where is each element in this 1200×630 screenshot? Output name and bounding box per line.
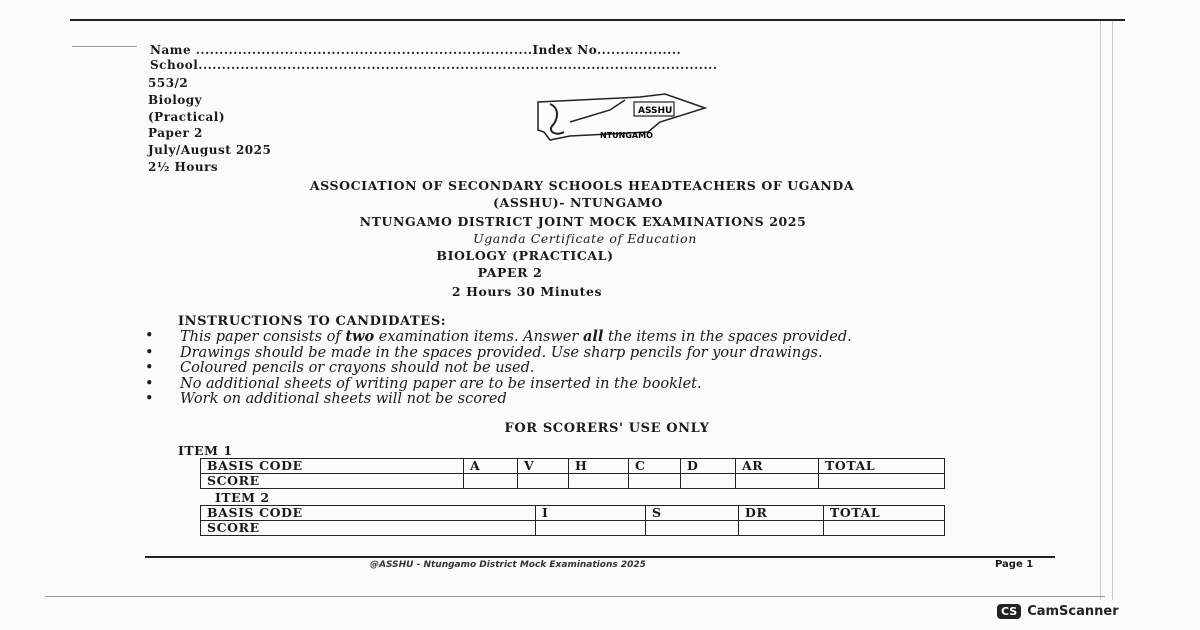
camscanner-text: CamScanner (1027, 604, 1119, 619)
paper-number: Paper 2 (148, 126, 203, 140)
branch-title: (ASSHU)- NTUNGAMO (493, 195, 663, 210)
table-row (201, 506, 945, 521)
code-cell: D (681, 459, 736, 474)
paper-date: July/August 2025 (148, 143, 272, 157)
score-cell[interactable] (536, 521, 646, 536)
scorers-heading: FOR SCORERS' USE ONLY (504, 421, 710, 436)
score-header: SCORE (201, 521, 536, 536)
paper-type: (Practical) (148, 110, 226, 124)
instructions-heading: INSTRUCTIONS TO CANDIDATES: (178, 314, 447, 329)
footer-text: @ASSHU - Ntungamo District Mock Examinations 2025 (370, 560, 646, 570)
certificate-title: Uganda Certificate of Education (473, 231, 697, 246)
instruction-item: • Work on additional sheets will not be scored (145, 392, 1045, 408)
camscanner-logo-icon: CS (997, 604, 1021, 619)
name-field: Name ........................................................................Index No.................. (150, 43, 682, 57)
top-rule (70, 19, 1125, 21)
svg-text:ASSHU: ASSHU (638, 106, 673, 116)
svg-text:NTUNGAMO: NTUNGAMO (600, 131, 653, 140)
paper-code: 553/2 (148, 76, 189, 90)
paper-duration: 2½ Hours (148, 160, 219, 174)
page-number: Page 1 (995, 559, 1034, 570)
code-cell: S (646, 506, 739, 521)
score-cell[interactable] (464, 474, 518, 489)
item2-score-table (200, 505, 945, 536)
instruction-item: • This paper consists of two examination items. Answer all the items in the spaces provided. (145, 329, 1045, 346)
score-cell[interactable] (739, 521, 824, 536)
score-cell[interactable] (646, 521, 739, 536)
basis-code-header: BASIS CODE (201, 506, 536, 521)
footer-rule (145, 556, 1055, 558)
scan-edge (1112, 20, 1113, 600)
duration-title: 2 Hours 30 Minutes (451, 284, 603, 299)
instruction-item: • Drawings should be made in the spaces provided. Use sharp pencils for your drawings. (145, 346, 1045, 362)
score-cell[interactable] (569, 474, 629, 489)
score-header: SCORE (201, 474, 464, 489)
instructions-list (145, 329, 1045, 408)
score-cell[interactable] (736, 474, 819, 489)
margin-mark (72, 46, 137, 47)
school-field: School............................................................................................................... (150, 58, 718, 72)
score-cell[interactable] (819, 474, 945, 489)
asshu-logo (530, 92, 710, 142)
basis-code-header: BASIS CODE (201, 459, 464, 474)
logo-map-icon (530, 92, 710, 142)
code-cell: C (629, 459, 681, 474)
code-cell: TOTAL (824, 506, 945, 521)
code-cell: H (569, 459, 629, 474)
table-row (201, 521, 945, 536)
score-cell[interactable] (518, 474, 569, 489)
code-cell: V (518, 459, 569, 474)
score-cell[interactable] (681, 474, 736, 489)
subject-title: BIOLOGY (PRACTICAL) (436, 248, 614, 263)
instruction-item: • No additional sheets of writing paper are to be inserted in the booklet. (145, 377, 1045, 393)
score-cell[interactable] (824, 521, 945, 536)
instruction-item: • Coloured pencils or crayons should not be used. (145, 361, 1045, 377)
paper-subject: Biology (148, 93, 203, 107)
bottom-rule (45, 596, 1105, 597)
score-cell[interactable] (629, 474, 681, 489)
table-row (201, 474, 945, 489)
code-cell: AR (736, 459, 819, 474)
table-row (201, 459, 945, 474)
code-cell: A (464, 459, 518, 474)
code-cell: DR (739, 506, 824, 521)
item1-label: ITEM 1 (178, 443, 233, 458)
code-cell: TOTAL (819, 459, 945, 474)
code-cell: I (536, 506, 646, 521)
paper-title: PAPER 2 (477, 265, 543, 280)
association-title: ASSOCIATION OF SECONDARY SCHOOLS HEADTEACHERS OF UGANDA (309, 178, 855, 193)
item2-label: ITEM 2 (215, 490, 270, 505)
camscanner-watermark (997, 604, 1119, 619)
item1-score-table (200, 458, 945, 489)
scan-edge (1100, 20, 1101, 600)
exam-title: NTUNGAMO DISTRICT JOINT MOCK EXAMINATIONS 2025 (359, 214, 807, 229)
